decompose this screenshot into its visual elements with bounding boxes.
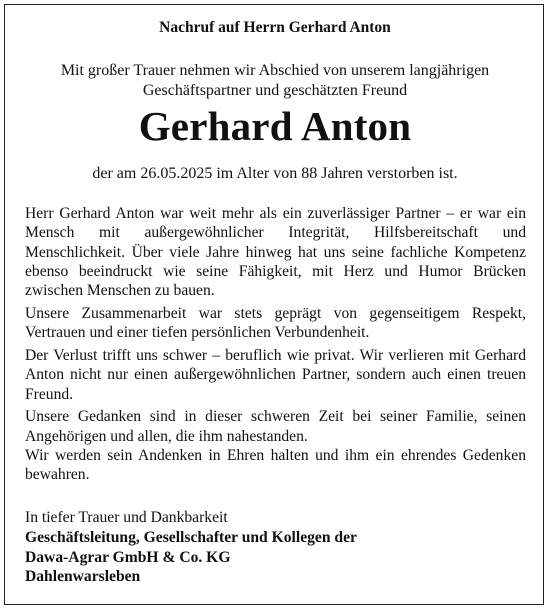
notice-heading: Nachruf auf Herrn Gerhard Anton <box>159 19 391 36</box>
paragraph-3: Der Verlust trifft uns schwer – beruflich wie privat. Wir verlieren mit Gerhard Anton nicht nur einen außergewöhnlichen Partner, sondern auch einen treuen Freund. <box>25 347 526 403</box>
tribute-text <box>25 204 526 488</box>
closing-line-1: In tiefer Trauer und Dankbarkeit <box>25 509 228 526</box>
company-location: Dahlenwarsleben <box>25 568 141 586</box>
closing-line-2: Geschäftsleitung, Gesellschafter und Kollegen der <box>25 528 357 546</box>
company-name: Dawa-Agrar GmbH & Co. KG <box>25 548 231 566</box>
paragraph-2: Unsere Zusammenarbeit war stets geprägt von gegenseitigem Respekt, Vertrauen und einer tiefen persönlichen Verbundenheit. <box>25 304 526 342</box>
paragraph-4: Unsere Gedanken sind in dieser schweren Zeit bei seiner Familie, seinen Angehörigen und allen, die ihm nahestanden. <box>25 408 526 445</box>
death-date-line: der am 26.05.2025 im Alter von 88 Jahren verstorben ist. <box>92 165 458 182</box>
intro-line-1: Mit großer Trauer nehmen wir Abschied von unserem langjährigen <box>60 62 490 79</box>
paragraph-1: Herr Gerhard Anton war weit mehr als ein zuverlässiger Partner – er war ein Mensch mit außergewöhnlicher Integrität, Hilfsbereitschaft und Menschlichkeit. Über viele Jahre hinweg hat uns seine fachliche Kompetenz ebenso beeindruckt wie seine Fähigkeit, mit Herz und Humor Brücken zwischen Menschen zu bauen. <box>25 205 526 300</box>
intro-line-2: Geschäftspartner und geschätzten Freund <box>142 81 408 99</box>
closing-signature <box>25 508 526 587</box>
intro-text <box>0 61 550 100</box>
paragraph-5: Wir werden sein Andenken in Ehren halten und ihm ein ehrendes Gedenken bewahren. <box>25 447 526 484</box>
deceased-name: Gerhard Anton <box>138 103 412 149</box>
